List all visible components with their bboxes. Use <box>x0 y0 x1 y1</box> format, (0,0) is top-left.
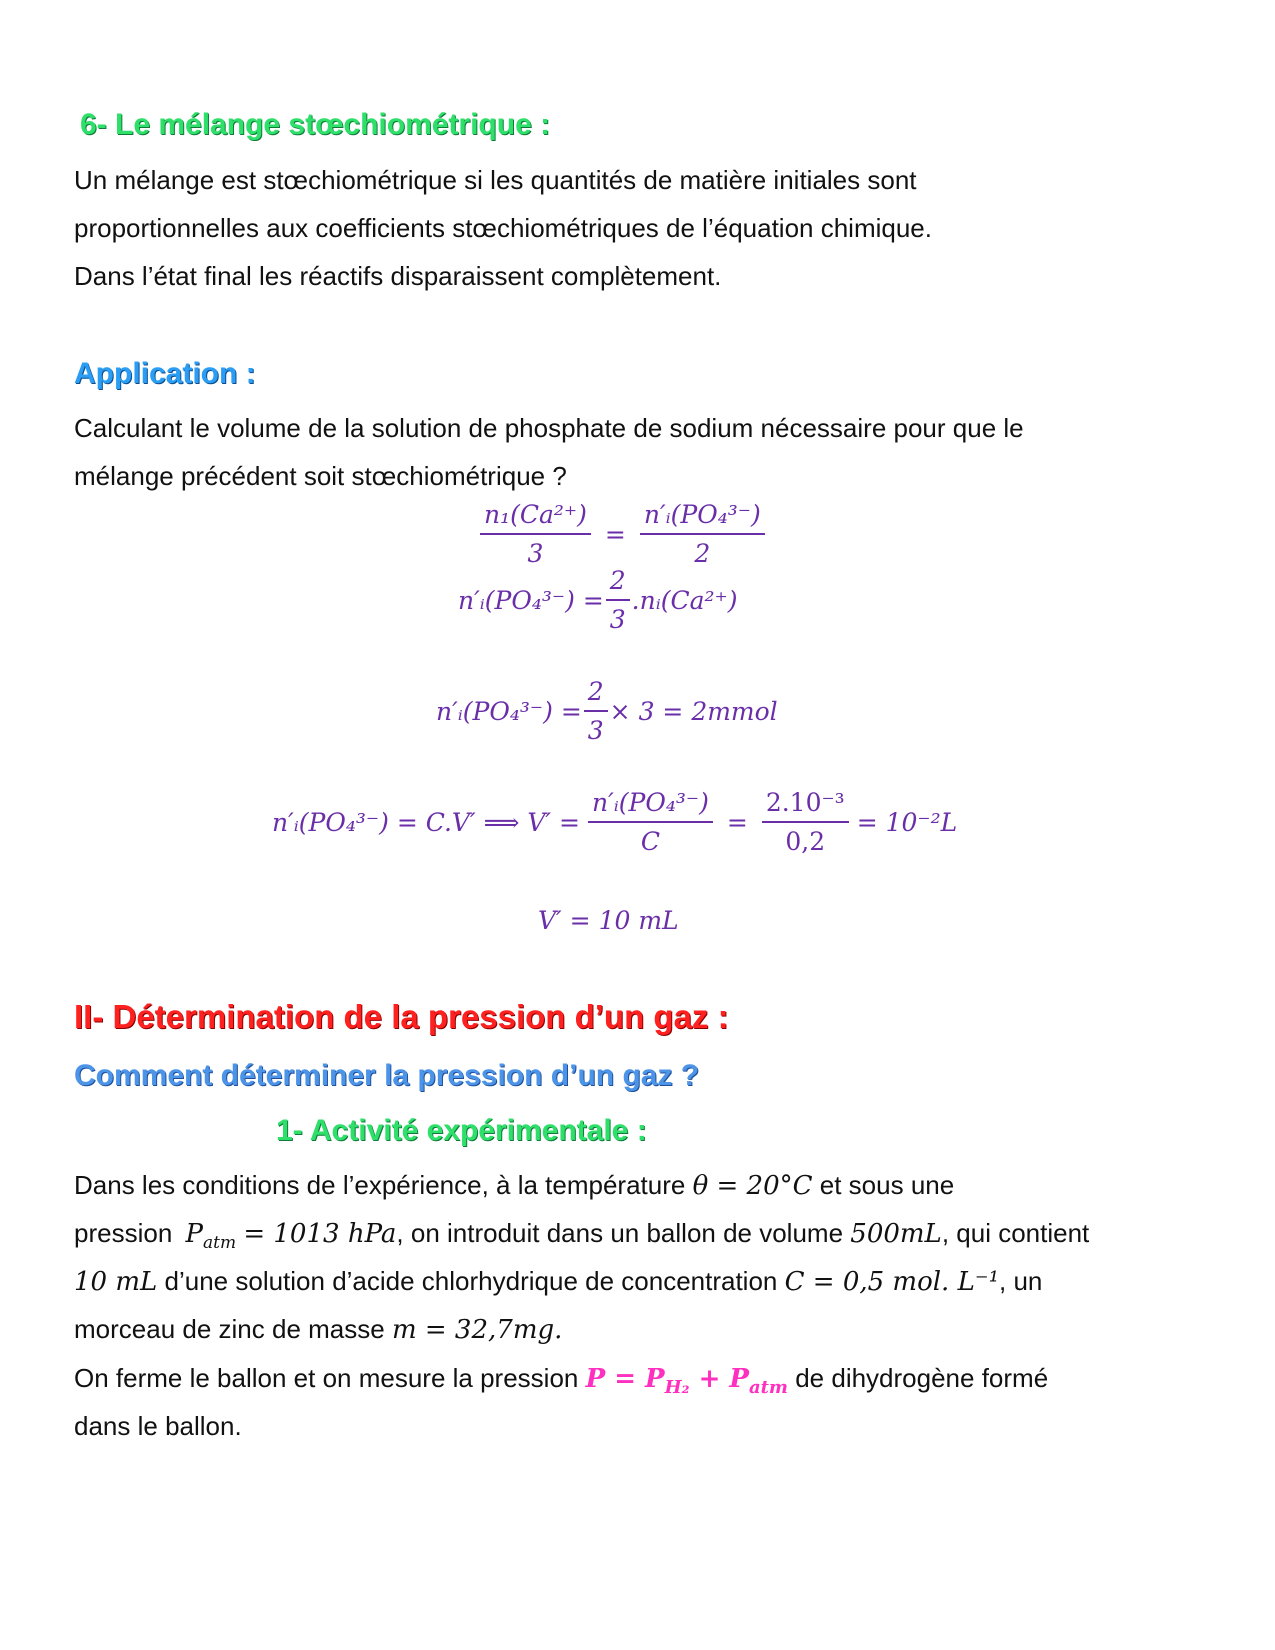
activity-l3-text-a: d’une solution d’acide chlorhydrique de concentration <box>164 1266 778 1296</box>
eq2-frac-numerator: 2 <box>606 566 630 601</box>
eq4-frac1-denominator: C <box>640 827 660 856</box>
equation-4: n′ᵢ(PO₄³⁻) = C.V′ ⟹ V′ = $\frac{\text{n′ᵢ(PO₄³⁻)}}{C}$ = $\frac{\text{2.10⁻³}}{0,2}$ = 10⁻²L <box>272 788 958 856</box>
activity-line-1 <box>74 1160 954 1211</box>
eq2-rhs: .nᵢ(Ca²⁺) <box>631 585 738 615</box>
eq2-frac-denominator: 3 <box>609 605 626 634</box>
temperature-value: θ = 20°C <box>692 1171 813 1201</box>
eq2-lhs: n′ᵢ(PO₄³⁻) = <box>458 585 604 615</box>
volume-value: 500mL <box>850 1219 942 1249</box>
section-6-heading: 6- Le mélange stœchiométrique : <box>80 108 551 141</box>
application-line-1: Calculant le volume de la solution de phosphate de sodium nécessaire pour que le <box>74 413 1024 443</box>
equation-2 <box>458 566 738 634</box>
activity-l2-text-a: pression <box>74 1218 173 1248</box>
eq3-frac-denominator: 3 <box>587 716 604 745</box>
eq4-rhs: = 10⁻²L <box>856 807 958 837</box>
section-6-line-2: proportionnelles aux coefficients stœchiométriques de l’équation chimique. <box>74 213 932 243</box>
section-6-line-3: Dans l’état final les réactifs disparaissent complètement. <box>74 261 722 291</box>
pressure-symbol: $P_{atm}$ <box>185 1219 237 1253</box>
section-6-line-1: Un mélange est stœchiométrique si les quantités de matière initiales sont <box>74 165 917 195</box>
activity-l2-text-b: , on introduit dans un ballon de volume <box>396 1218 844 1248</box>
eq1-left-denominator: 3 <box>527 539 544 568</box>
section-2-question: Comment déterminer la pression d’un gaz ? <box>74 1059 700 1092</box>
eq3-lhs: n′ᵢ(PO₄³⁻) = <box>436 696 582 726</box>
activity-line-6: dans le ballon. <box>74 1411 242 1441</box>
activity-l5-text-a: On ferme le ballon et on mesure la pression <box>74 1363 579 1393</box>
section-2-heading: II- Détermination de la pression d’un gaz : <box>74 998 729 1035</box>
activity-l1-text-b: et sous une <box>819 1170 955 1200</box>
activity-subheading: 1- Activité expérimentale : <box>276 1114 647 1147</box>
activity-l3-text-b: , un <box>999 1266 1043 1296</box>
zinc-mass-value: m = 32,7mg. <box>391 1315 563 1345</box>
equation-3 <box>436 677 778 745</box>
application-line-2: mélange précédent soit stœchiométrique ? <box>74 461 567 491</box>
eq4-frac2-denominator: 0,2 <box>785 827 826 856</box>
activity-l2-text-c: , qui contient <box>941 1218 1090 1248</box>
eq1-right-numerator: n′ᵢ(PO₄³⁻) <box>640 500 765 535</box>
eq4-frac1-numerator: n′ᵢ(PO₄³⁻) <box>588 788 713 823</box>
pressure-subscript: atm <box>203 1233 237 1253</box>
eq1-right-denominator: 2 <box>694 539 711 568</box>
activity-l4-text-a: morceau de zinc de masse <box>74 1314 385 1344</box>
eq3-frac-numerator: 2 <box>584 677 608 712</box>
application-heading: Application : <box>74 357 256 390</box>
acid-volume-value: 10 mL <box>74 1267 158 1297</box>
activity-line-4 <box>74 1304 562 1355</box>
pressure-formula: $P = P_{H_2} + P_{atm}$ <box>585 1364 788 1398</box>
eq1-left-numerator: n₁(Ca²⁺) <box>480 500 591 535</box>
eq4-frac2-numerator: 2.10⁻³ <box>762 788 849 823</box>
pressure-value: = 1013 hPa <box>243 1219 397 1249</box>
activity-line-3 <box>74 1256 1042 1307</box>
eq4-lhs: n′ᵢ(PO₄³⁻) = C.V′ ⟹ V′ = <box>272 807 580 837</box>
activity-l5-text-b: de dihydrogène formé <box>795 1363 1049 1393</box>
equation-1: $\frac{\text{n₁(Ca²⁺)}}{3}$ = $\frac{\text{n′ᵢ(PO₄³⁻)}}{2}$ <box>472 500 773 568</box>
eq3-rhs: × 3 = 2mmol <box>609 696 778 726</box>
concentration-value: C = 0,5 mol. L⁻¹ <box>784 1267 999 1297</box>
equation-5: V′ = 10 mL <box>538 906 679 935</box>
activity-l1-text-a: Dans les conditions de l’expérience, à la température <box>74 1170 686 1200</box>
